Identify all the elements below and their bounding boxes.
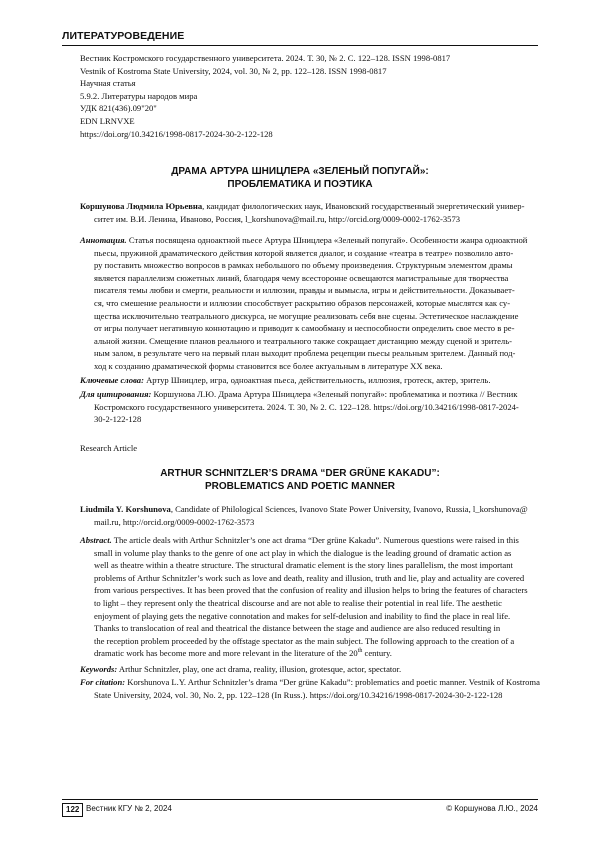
abstract-en: Abstract. The article deals with Arthur Schnitzler’s one act drama “Der grüne Kakadu”. Numerous questions were raised in this small in volume play thanks to the genre of one act play in which the dialogue is the leading ground of dramatic action as well as theatre within a theatre structure. The structural dramatic element is the story lines parallelism, the most important problems of Arthur Schnitzler’s work such as love and death, reality and illusion, truth and lie, play and actuality are covered from various perspectives. It has been proved that the confusion of reality and illusion helps to bring the features of characters to light – they represent only the theatrical discourse and are not able to realise their potential in real life. The aesthetic enjoyment of playing gets the negative connotation and makes for self-delusion and inability to find the place in real life. Thanks to translocation of real and theatrical the distance between the stage and audience are also reduced resulting in the reception problem proceeded by the offstage spectator as the main subject. The following approach to the creation of a dramatic work has become more and more relevant in the literature of the 20th century. bbox=[80, 535, 528, 659]
keywords-en-label: Keywords: bbox=[80, 664, 118, 674]
author-name-ru: Коршунова Людмила Юрьевна bbox=[80, 201, 203, 211]
edn-code: EDN LRNVXE bbox=[80, 115, 135, 126]
title-ru-line: ДРАМА АРТУРА ШНИЦЛЕРА «ЗЕЛЕНЫЙ ПОПУГАЙ»: bbox=[171, 166, 429, 177]
author-contacts-ru: ситет им. В.И. Ленина, Иваново, Россия, l_korshunova@mail.ru, http://orcid.org/0009-0002-1762-3573 bbox=[94, 213, 461, 224]
author-affiliation-ru: , кандидат филологических наук, Ивановский государственный энергетический универ- bbox=[202, 201, 525, 211]
title-en-line: PROBLEMATICS AND POETIC MANNER bbox=[205, 481, 395, 492]
citation-en-label: For citation: bbox=[80, 677, 126, 687]
header-rule bbox=[62, 45, 538, 46]
doi-link[interactable]: https://doi.org/10.34216/1998-0817-2024-30-2-122-128 bbox=[80, 128, 273, 139]
research-article-label: Research Article bbox=[80, 443, 138, 453]
abstract-ru: Аннотация. Статья посвящена одноактной пьесе Артура Шницлера «Зеленый попугай». Особенности жанра одноактной пьесы, пружиной драматического действия которой является диалог, и создание «театра в театре» позволило авто- ру поставить множество вопросов в рамках небольшого по объему произведения. Структурным элементом драмы является параллелизм сюжетных линий, благодаря чему всесторонне освещаются магистральные для творчества писателя темы любви и смерти, реальности и иллюзии, правды и вымысла, игры и действительности. Доказывает- ся, что смешение реальности и иллюзии способствует раскрытию образов персонажей, которые мыслятся как су- щества исключительно театрального дискурса, не могущие реализовать себя вне сцены. Эстетическое наслаждение от игры получает негативную коннотацию и приводит к самообману и неспособности определить свое место в ре- альной жизни. Смещение планов реального и театрального также сокращает дистанцию между сценой и зритель- ным залом, в результате чего на первый план выходит проблема рецепции пьесы реальным зрителем. Данный под- ход к созданию драматической формы становится все более актуальным в литературе ХХ века. bbox=[80, 235, 528, 371]
title-en-line: ARTHUR SCHNITZLER’S DRAMA “DER GRÜNE KAKADU”: bbox=[160, 468, 440, 479]
udc-code: УДК 821(436).09"20" bbox=[80, 103, 157, 114]
title-en bbox=[62, 467, 538, 493]
keywords-en: Keywords: Arthur Schnitzler, play, one act drama, reality, illusion, grotesque, actor, spectator. bbox=[80, 664, 402, 674]
title-ru-line: ПРОБЛЕМАТИКА И ПОЭТИКА bbox=[227, 179, 373, 190]
citation-en: For citation: Korshunova L.Y. Arthur Schnitzler’s drama “Der grüne Kakadu”: problematics and poetic manner. Vestnik of Kostroma State University, 2024, vol. 30, No. 2, pp. 122–128 (In Russ.). https://doi.org/10.34216/1998-0817-2024-30-2-122-128 bbox=[80, 677, 540, 700]
author-name-en: Liudmila Y. Korshunova bbox=[80, 504, 171, 514]
article-metadata bbox=[80, 52, 450, 140]
citation-ru-label: Для цитирования: bbox=[80, 389, 152, 399]
title-ru bbox=[62, 165, 538, 191]
author-en bbox=[80, 503, 540, 528]
keywords-ru-label: Ключевые слова: bbox=[80, 375, 144, 385]
author-ru bbox=[80, 200, 540, 225]
journal-citation-en: Vestnik of Kostroma State University, 2024, vol. 30, № 2, pp. 122–128. ISSN 1998-0817 bbox=[80, 65, 387, 76]
author-affiliation-en: , Candidate of Philological Sciences, Ivanovo State Power University, Ivanovo, Russia, l_korshunova@ bbox=[170, 504, 528, 514]
abstract-ru-label: Аннотация. bbox=[80, 235, 127, 245]
article-type: Научная статья bbox=[80, 78, 136, 89]
page-number: 122 bbox=[62, 803, 83, 817]
journal-citation-ru: Вестник Костромского государственного университета. 2024. Т. 30, № 2. С. 122–128. ISSN 1998-0817 bbox=[80, 53, 451, 63]
journal-name: Вестник КГУ № 2, 2024 bbox=[86, 804, 172, 813]
footer-rule bbox=[62, 799, 538, 800]
abstract-en-label: Abstract. bbox=[80, 535, 112, 545]
keywords-ru: Ключевые слова: Артур Шницлер, игра, одноактная пьеса, действительность, иллюзия, гротеск, актер, зритель. bbox=[80, 375, 491, 385]
copyright: © Коршунова Л.Ю., 2024 bbox=[446, 804, 538, 813]
section-rubric: ЛИТЕРАТУРОВЕДЕНИЕ bbox=[62, 30, 185, 42]
page-footer bbox=[62, 803, 538, 817]
specialty-code: 5.9.2. Литературы народов мира bbox=[80, 90, 198, 101]
author-contacts-en: mail.ru, http://orcid.org/0009-0002-1762-3573 bbox=[94, 516, 255, 527]
citation-ru: Для цитирования: Коршунова Л.Ю. Драма Артура Шницлера «Зеленый попугай»: проблематика и поэтика // Вестник Костромского государственного университета. 2024. Т. 30, № 2. С. 122–128. https://doi.org/10.34216/1998-0817-2024- 30-2-122-128 bbox=[80, 389, 519, 425]
